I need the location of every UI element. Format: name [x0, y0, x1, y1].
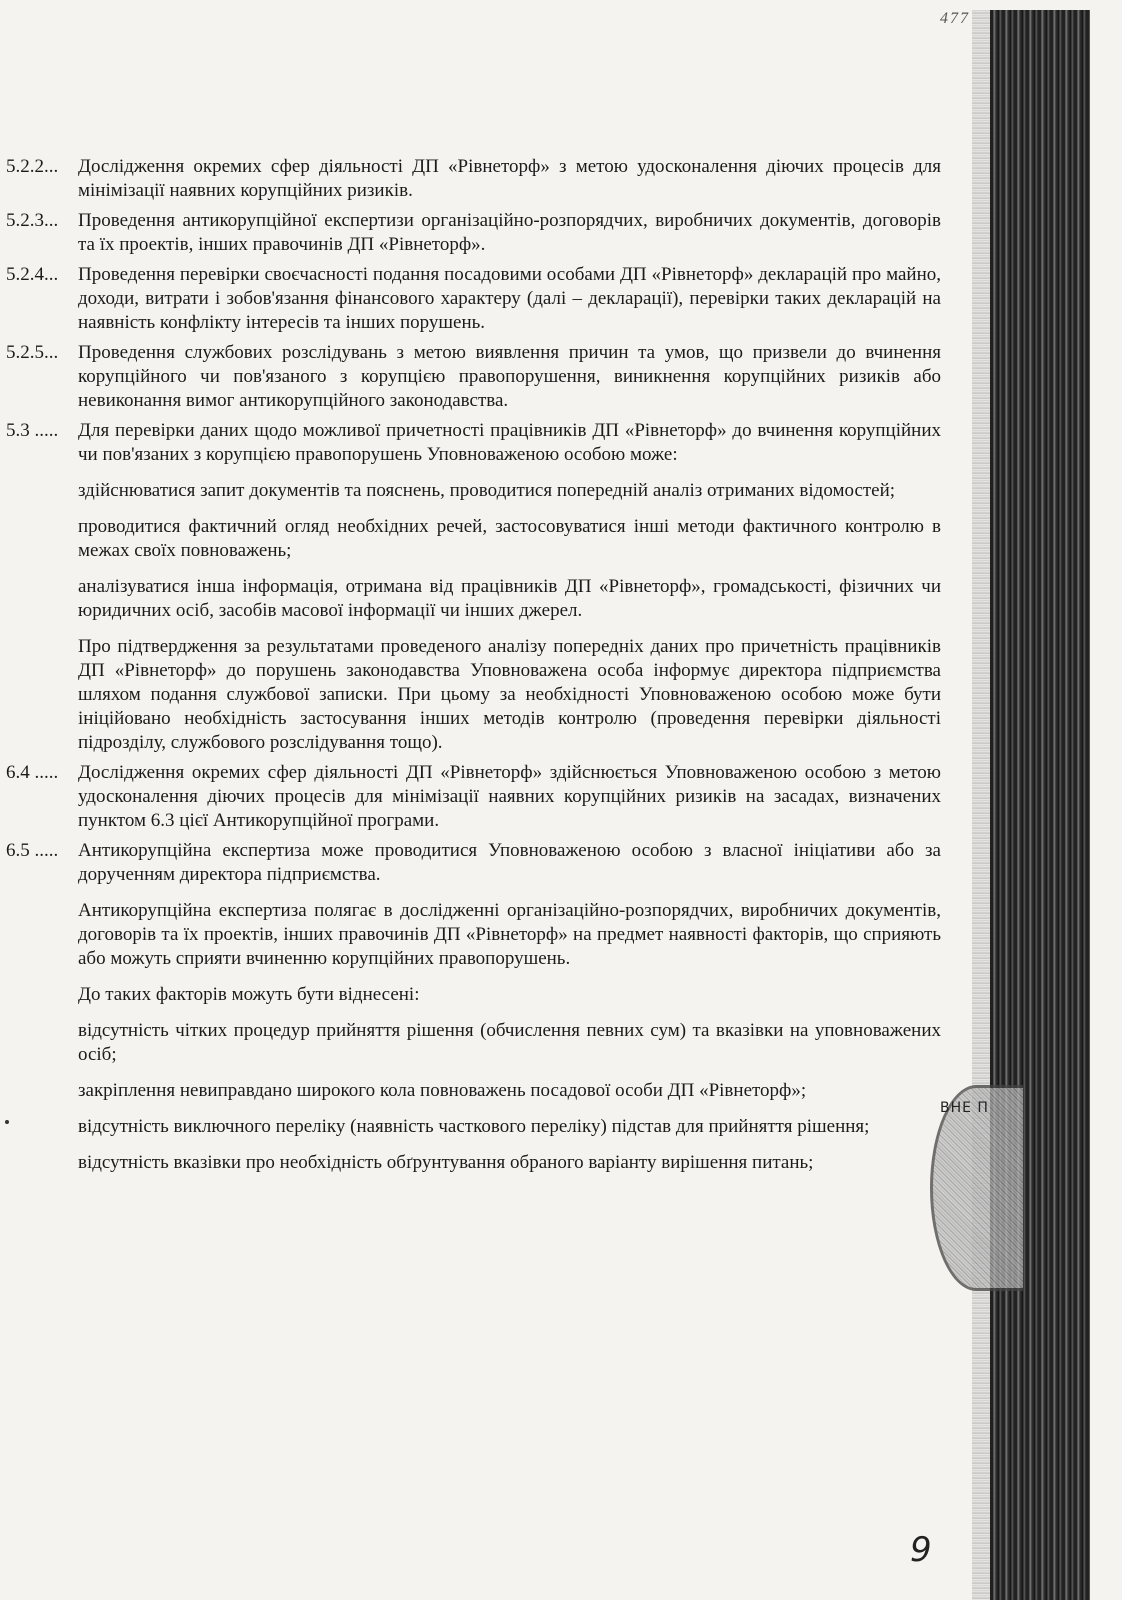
clause-number: 5.2.5...: [6, 342, 59, 363]
clause-number: 5.2.4...: [6, 264, 59, 285]
clause-number: 5.3 .....: [6, 420, 59, 441]
clause-text: Дослідження окремих сфер діяльності ДП «Рівнеторф» з метою удосконалення діючих процесів для мінімізації наявних корупційних ризиків.: [78, 156, 941, 201]
clause-6-4: [6, 761, 941, 833]
clause-5-2-4: [6, 263, 941, 335]
clause-text: Дослідження окремих сфер діяльності ДП «Рівнеторф» здійснюється Уповноваженою особою з метою удосконалення діючих процесів для мінімізації наявних корупційних ризиків на засадах, визначених пунктом 6.3 цієї Антикорупційної програми.: [78, 762, 941, 831]
clause-5-2-3: [6, 209, 941, 257]
clause-text: Проведення службових розслідувань з метою виявлення причин та умов, що призвели до вчинення корупційного чи пов'язаного з корупцією правопорушення, виникнення корупційних ризиків або невиконання вимог антикорупційного законодавства.: [78, 342, 941, 411]
corner-mark: 477: [940, 10, 970, 27]
page-number: 9: [910, 1530, 932, 1570]
paragraph: здійснюватися запит документів та пояснень, проводитися попередній аналіз отриманих відомостей;: [78, 480, 896, 501]
clause-5-2-2: [6, 155, 941, 203]
clause-text: Проведення антикорупційної експертизи організаційно-розпорядчих, виробничих документів, договорів та їх проектів, інших правочинів ДП «Рівнеторф».: [78, 210, 941, 255]
paragraph: проводитися фактичний огляд необхідних речей, застосовуватися інші методи фактичного контролю в межах своїх повноважень;: [78, 516, 941, 561]
clause-6-5: [6, 839, 941, 887]
clause-number: 5.2.2...: [6, 156, 59, 177]
document-body: [6, 155, 941, 1181]
clause-text: Для перевірки даних щодо можливої причетності працівників ДП «Рівнеторф» до вчинення корупційних чи пов'язаних з корупцією правопорушень Уповноваженою особою може:: [78, 420, 941, 465]
scan-dot: [5, 1120, 9, 1124]
paragraph: аналізуватися інша інформація, отримана від працівників ДП «Рівнеторф», громадськості, фізичних чи юридичних осіб, засобів масової інформації чи інших джерел.: [78, 576, 941, 621]
paragraph: закріплення невиправдано широкого кола повноважень посадової особи ДП «Рівнеторф»;: [78, 1080, 807, 1101]
paragraph: Про підтвердження за результатами проведеного аналізу попередніх даних про причетність працівників ДП «Рівнеторф» до порушень законодавства Уповноважена особа інформує директора підприємства шляхом подання службової записки. При цьому за необхідності Уповноваженою особою може бути ініційовано необхідність застосування інших методів контролю (проведення перевірки діяльності підрозділу, службового розслідування тощо).: [78, 636, 941, 753]
paragraph: До таких факторів можуть бути віднесені:: [78, 984, 420, 1005]
clause-number: 5.2.3...: [6, 210, 59, 231]
clause-5-3: [6, 419, 941, 467]
scan-binding-edge: [990, 10, 1090, 1600]
clause-5-2-5: [6, 341, 941, 413]
clause-number: 6.4 .....: [6, 762, 59, 783]
paragraph: відсутність виключного переліку (наявність часткового переліку) підстав для прийняття рішення;: [78, 1116, 870, 1137]
paragraph: відсутність чітких процедур прийняття рішення (обчислення певних сум) та вказівки на уповноважених осіб;: [78, 1020, 941, 1065]
paragraph: відсутність вказівки про необхідність обґрунтування обраного варіанту вирішення питань;: [78, 1152, 814, 1173]
clause-number: 6.5 .....: [6, 840, 59, 861]
stamp-seal-text: ВНЕ П: [940, 1100, 989, 1116]
paragraph: Антикорупційна експертиза полягає в дослідженні організаційно-розпорядчих, виробничих документів, договорів та їх проектів, інших правочинів ДП «Рівнеторф» на предмет наявності факторів, що сприяють або можуть сприяти вчиненню корупційних правопорушень.: [78, 900, 941, 969]
clause-text: Проведення перевірки своєчасності подання посадовими особами ДП «Рівнеторф» декларацій про майно, доходи, витрати і зобов'язання фінансового характеру (далі – декларації), перевірки таких декларацій на наявність конфлікту інтересів та інших порушень.: [78, 264, 941, 333]
clause-text: Антикорупційна експертиза може проводитися Уповноваженою особою з власної ініціативи або за дорученням директора підприємства.: [78, 840, 941, 885]
